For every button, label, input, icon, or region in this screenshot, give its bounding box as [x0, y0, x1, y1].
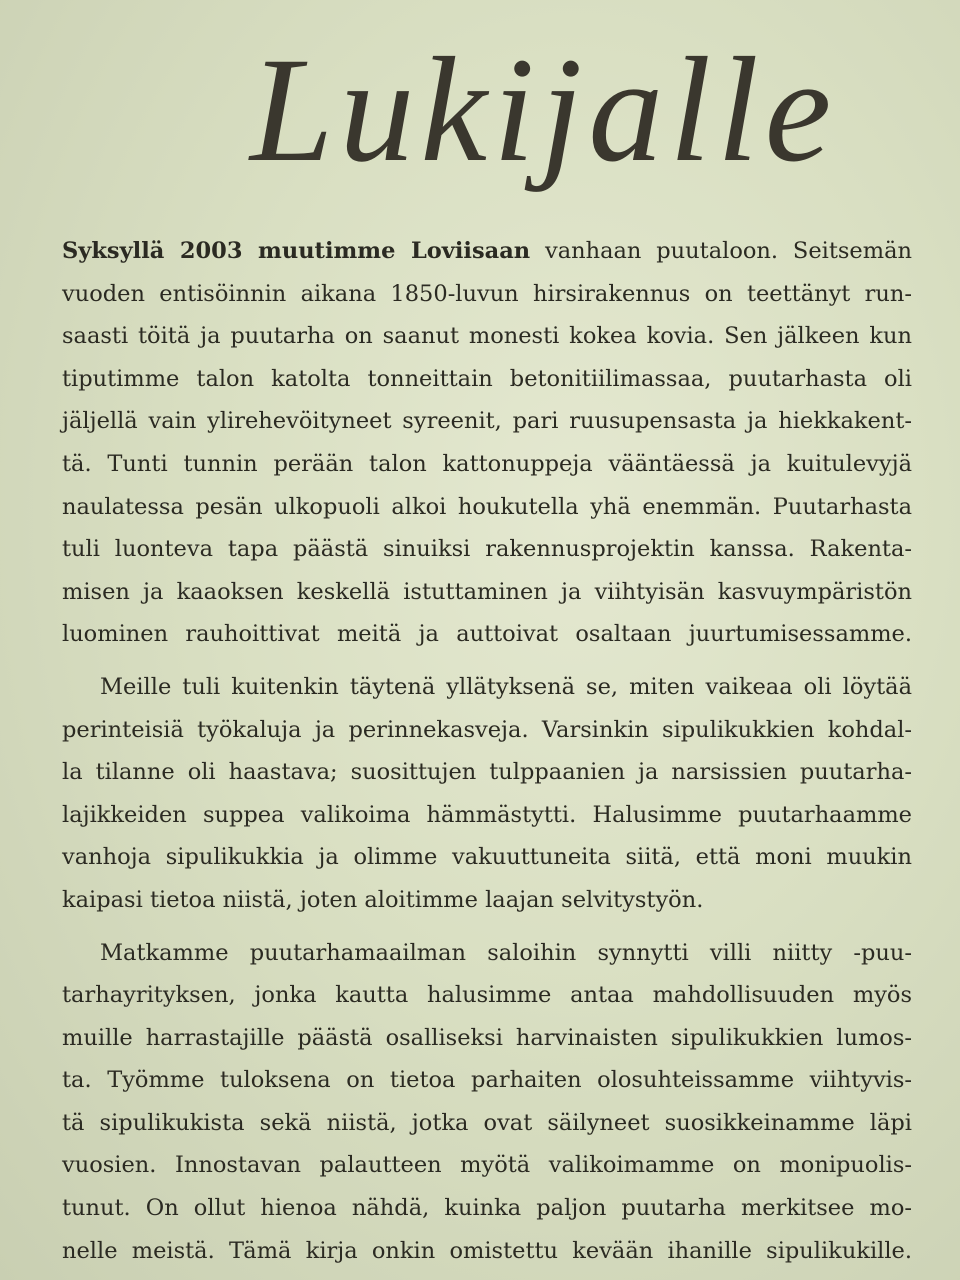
paragraph-2: [62, 666, 912, 922]
text-line: lajikkeiden suppea valikoima hämmästytti. Halusimme puutarhaamme: [62, 801, 912, 828]
paragraph-1: [62, 230, 912, 656]
text-line: vuoden entisöinnin aikana 1850-luvun hirsirakennus on teettänyt run-: [62, 280, 912, 307]
text-line: vanhoja sipulikukkia ja olimme vakuuttuneita siitä, että moni muukin: [62, 844, 912, 871]
text-line: vuosien. Innostavan palautteen myötä valikoimamme on monipuolis-: [62, 1152, 912, 1179]
text-line: perinteisiä työkaluja ja perinnekasveja. Varsinkin sipulikukkien kohdal-: [62, 716, 912, 743]
text-line: misen ja kaaoksen keskellä istuttaminen ja viihtyisän kasvuympäristön: [62, 578, 912, 605]
text-line: tä sipulikukista sekä niistä, jotka ovat säilyneet suosikkeinamme läpi: [62, 1109, 912, 1136]
text-line: la tilanne oli haastava; suosittujen tulppaanien ja narsissien puutarha-: [62, 759, 912, 786]
text-line: nelle meistä. Tämä kirja onkin omistettu kevään ihanille sipulikukille.: [62, 1237, 912, 1264]
text-line: muille harrastajille päästä osalliseksi harvinaisten sipulikukkien lumos-: [62, 1024, 912, 1051]
text-line: luominen rauhoittivat meitä ja auttoivat osaltaan juurtumisessamme.: [62, 621, 912, 648]
text-line: ta. Työmme tuloksena on tietoa parhaiten olosuhteissamme viihtyvis-: [62, 1067, 912, 1094]
body-text: [62, 230, 912, 1272]
text-line: jäljellä vain ylirehevöityneet syreenit, pari ruusupensasta ja hiekkakent-: [62, 408, 912, 435]
lead-bold-text: Syksyllä 2003 muutimme Loviisaan: [62, 238, 531, 264]
text-line: tuli luonteva tapa päästä sinuiksi rakennusprojektin kanssa. Rakenta-: [62, 536, 912, 563]
text-line: Matkamme puutarhamaailman saloihin synnytti villi niitty -puu-: [100, 939, 912, 966]
text-line: Meille tuli kuitenkin täytenä yllätyksenä se, miten vaikeaa oli löytää: [100, 673, 912, 700]
text-line: tarhayrityksen, jonka kautta halusimme antaa mahdollisuuden myös: [62, 982, 912, 1009]
text-line: tiputimme talon katolta tonneittain betonitiilimassaa, puutarhasta oli: [62, 365, 912, 392]
text-line: [62, 230, 912, 273]
text-line: saasti töitä ja puutarha on saanut monesti kokea kovia. Sen jälkeen kun: [62, 323, 912, 350]
text-line: tä. Tunti tunnin perään talon kattonuppeja vääntäessä ja kuitulevyjä: [62, 450, 912, 477]
text-span: vanhaan puutaloon. Seitsemän: [530, 238, 912, 264]
text-line: kaipasi tietoa niistä, joten aloitimme laajan selvitystyön.: [62, 886, 704, 913]
text-line: naulatessa pesän ulkopuoli alkoi houkutella yhä enemmän. Puutarhasta: [62, 493, 912, 520]
text-line: tunut. On ollut hienoa nähdä, kuinka paljon puutarha merkitsee mo-: [62, 1195, 912, 1222]
paragraph-3: [62, 932, 912, 1273]
page-title: Lukijalle: [250, 27, 838, 193]
